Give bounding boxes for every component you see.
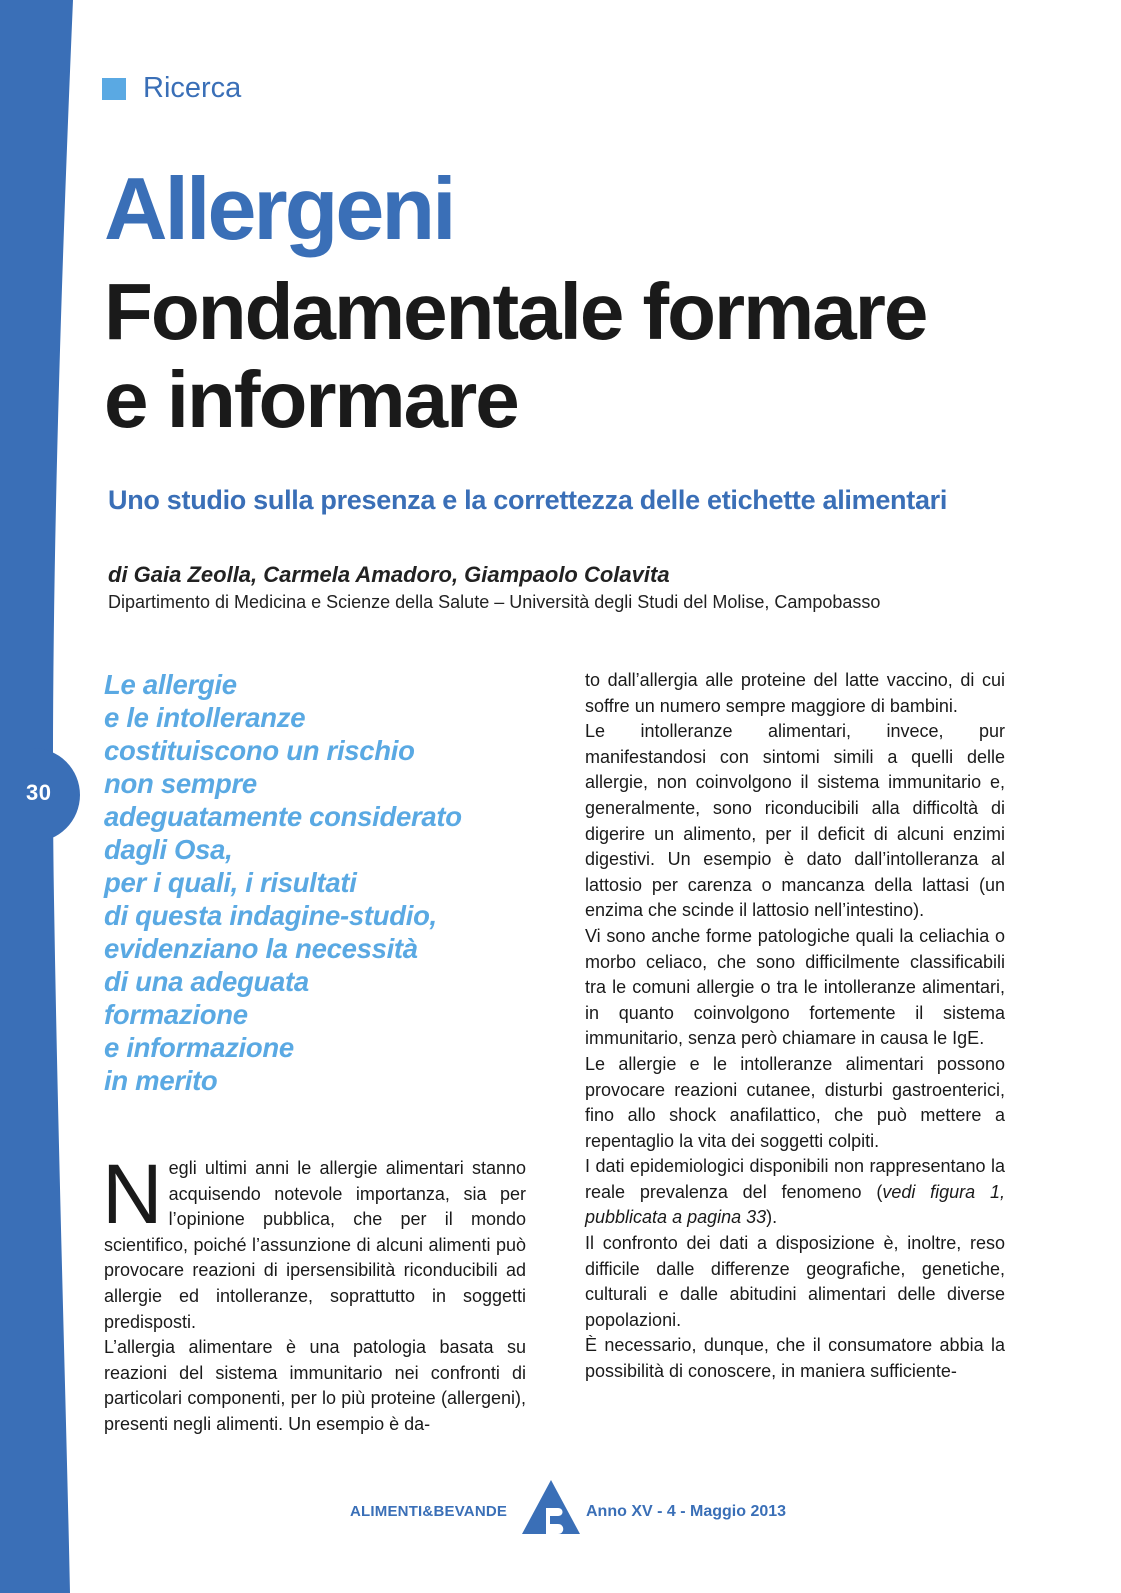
pull-quote-line: di questa indagine-studio, [104, 900, 437, 931]
headline-line-1: Fondamentale formare [104, 267, 927, 356]
body-paragraph [585, 1154, 1005, 1231]
body-paragraph: Il confronto dei dati a disposizione è, inoltre, reso difficile dalle differenze geografiche, genetiche, culturali e dalle abitudini alimentari delle diverse popolazioni. [585, 1233, 1005, 1330]
body-paragraph: Vi sono anche forme patologiche quali la celiachia o morbo celiaco, che sono difficilmente classificabili tra le comuni allergie o tra le intolleranze alimentari, in quanto coinvolgono fortemente il sistema immunitario, senza però chiamare in causa le IgE. [585, 925, 1005, 1049]
article-subtitle: Uno studio sulla presenza e la correttezza delle etichette alimentari [108, 485, 948, 515]
figure-reference: vedi figura 1, pubblicata a pagina 33 [585, 1181, 1005, 1228]
headline-line-2: e informare [104, 355, 518, 444]
section-label: Ricerca [143, 72, 242, 104]
pull-quote-line: per i quali, i risultati [104, 867, 357, 898]
pull-quote [104, 668, 544, 1097]
section-square-icon [102, 78, 126, 100]
pull-quote-line: costituiscono un rischio [104, 735, 415, 766]
body-paragraph: Le intolleranze alimentari, invece, pur manifestandosi con sintomi simili a quelli delle allergie, non coinvolgono il sistema immunitario e, generalmente, sono riconducibili alla difficoltà di digerire un alimento, per il deficit di alcuni enzimi digestivi. Un esempio è dato dall’intolleranza al lattosio per carenza o mancanza della lattasi (un enzima che scinde il lattosio nell’intestino). [585, 721, 1005, 921]
paragraph-text: ). [766, 1207, 778, 1228]
body-paragraph: to dall’allergia alle proteine del latte vaccino, di cui soffre un numero sempre maggiore di bambini. [585, 670, 1005, 716]
pull-quote-line: adeguatamente considerato [104, 801, 462, 832]
footer [350, 1478, 820, 1548]
article-title: Allergeni [104, 159, 454, 258]
footer-issue: Anno XV - 4 - Maggio 2013 [586, 1503, 787, 1520]
pull-quote-line: dagli Osa, [104, 834, 233, 865]
pull-quote-line: in merito [104, 1065, 218, 1096]
article-headline [104, 268, 1064, 444]
pull-quote-line: formazione [104, 999, 248, 1030]
pull-quote-line: evidenziano la necessità [104, 933, 418, 964]
pull-quote-line: non sempre [104, 768, 257, 799]
body-column-left [102, 1147, 526, 1438]
section-header [102, 72, 241, 105]
pull-quote-line: e le intolleranze [104, 702, 306, 733]
body-paragraph: È necessario, dunque, che il consumatore abbia la possibilità di conoscere, in maniera sufficiente- [585, 1335, 1005, 1382]
body-column-right [585, 668, 1005, 1385]
paragraph-text: egli ultimi anni le allergie alimentari stanno acquisendo notevole importanza, sia per l’opinione pubblica, che per il mondo scientifico, poiché l’assunzione di alcuni alimenti può provocare reazioni di ipersensibilità riconducibili ad allergie ed intolleranze, soprattutto in soggetti predisposti. [104, 1158, 526, 1332]
pull-quote-line: e informazione [104, 1032, 294, 1063]
page-number: 30 [26, 780, 52, 805]
body-paragraph: Le allergie e le intolleranze alimentari possono provocare reazioni cutanee, disturbi gastroenterici, fino allo shock anafilattico, che può mettere a repentaglio la vita dei soggetti colpiti. [585, 1053, 1005, 1151]
paragraph-text: I dati epidemiologici disponibili non rappresentano la reale prevalenza del fenomeno ( [585, 1156, 1005, 1202]
body-paragraph [102, 1147, 526, 1335]
affiliation: Dipartimento di Medicina e Scienze della Salute – Università degli Studi del Molise, Campobasso [108, 592, 881, 612]
pull-quote-line: di una adeguata [104, 966, 309, 997]
body-paragraph: L’allergia alimentare è una patologia basata su reazioni del sistema immunitario nei confronti di particolari componenti, per lo più proteine (allergeni), presenti negli alimenti. Un esempio è da- [104, 1337, 526, 1434]
authors: di Gaia Zeolla, Carmela Amadoro, Giampaolo Colavita [108, 562, 670, 587]
pull-quote-line: Le allergie [104, 669, 237, 700]
footer-brand: ALIMENTI&BEVANDE [350, 1503, 508, 1520]
drop-cap: N [102, 1147, 163, 1241]
magazine-logo-icon [520, 1478, 582, 1536]
